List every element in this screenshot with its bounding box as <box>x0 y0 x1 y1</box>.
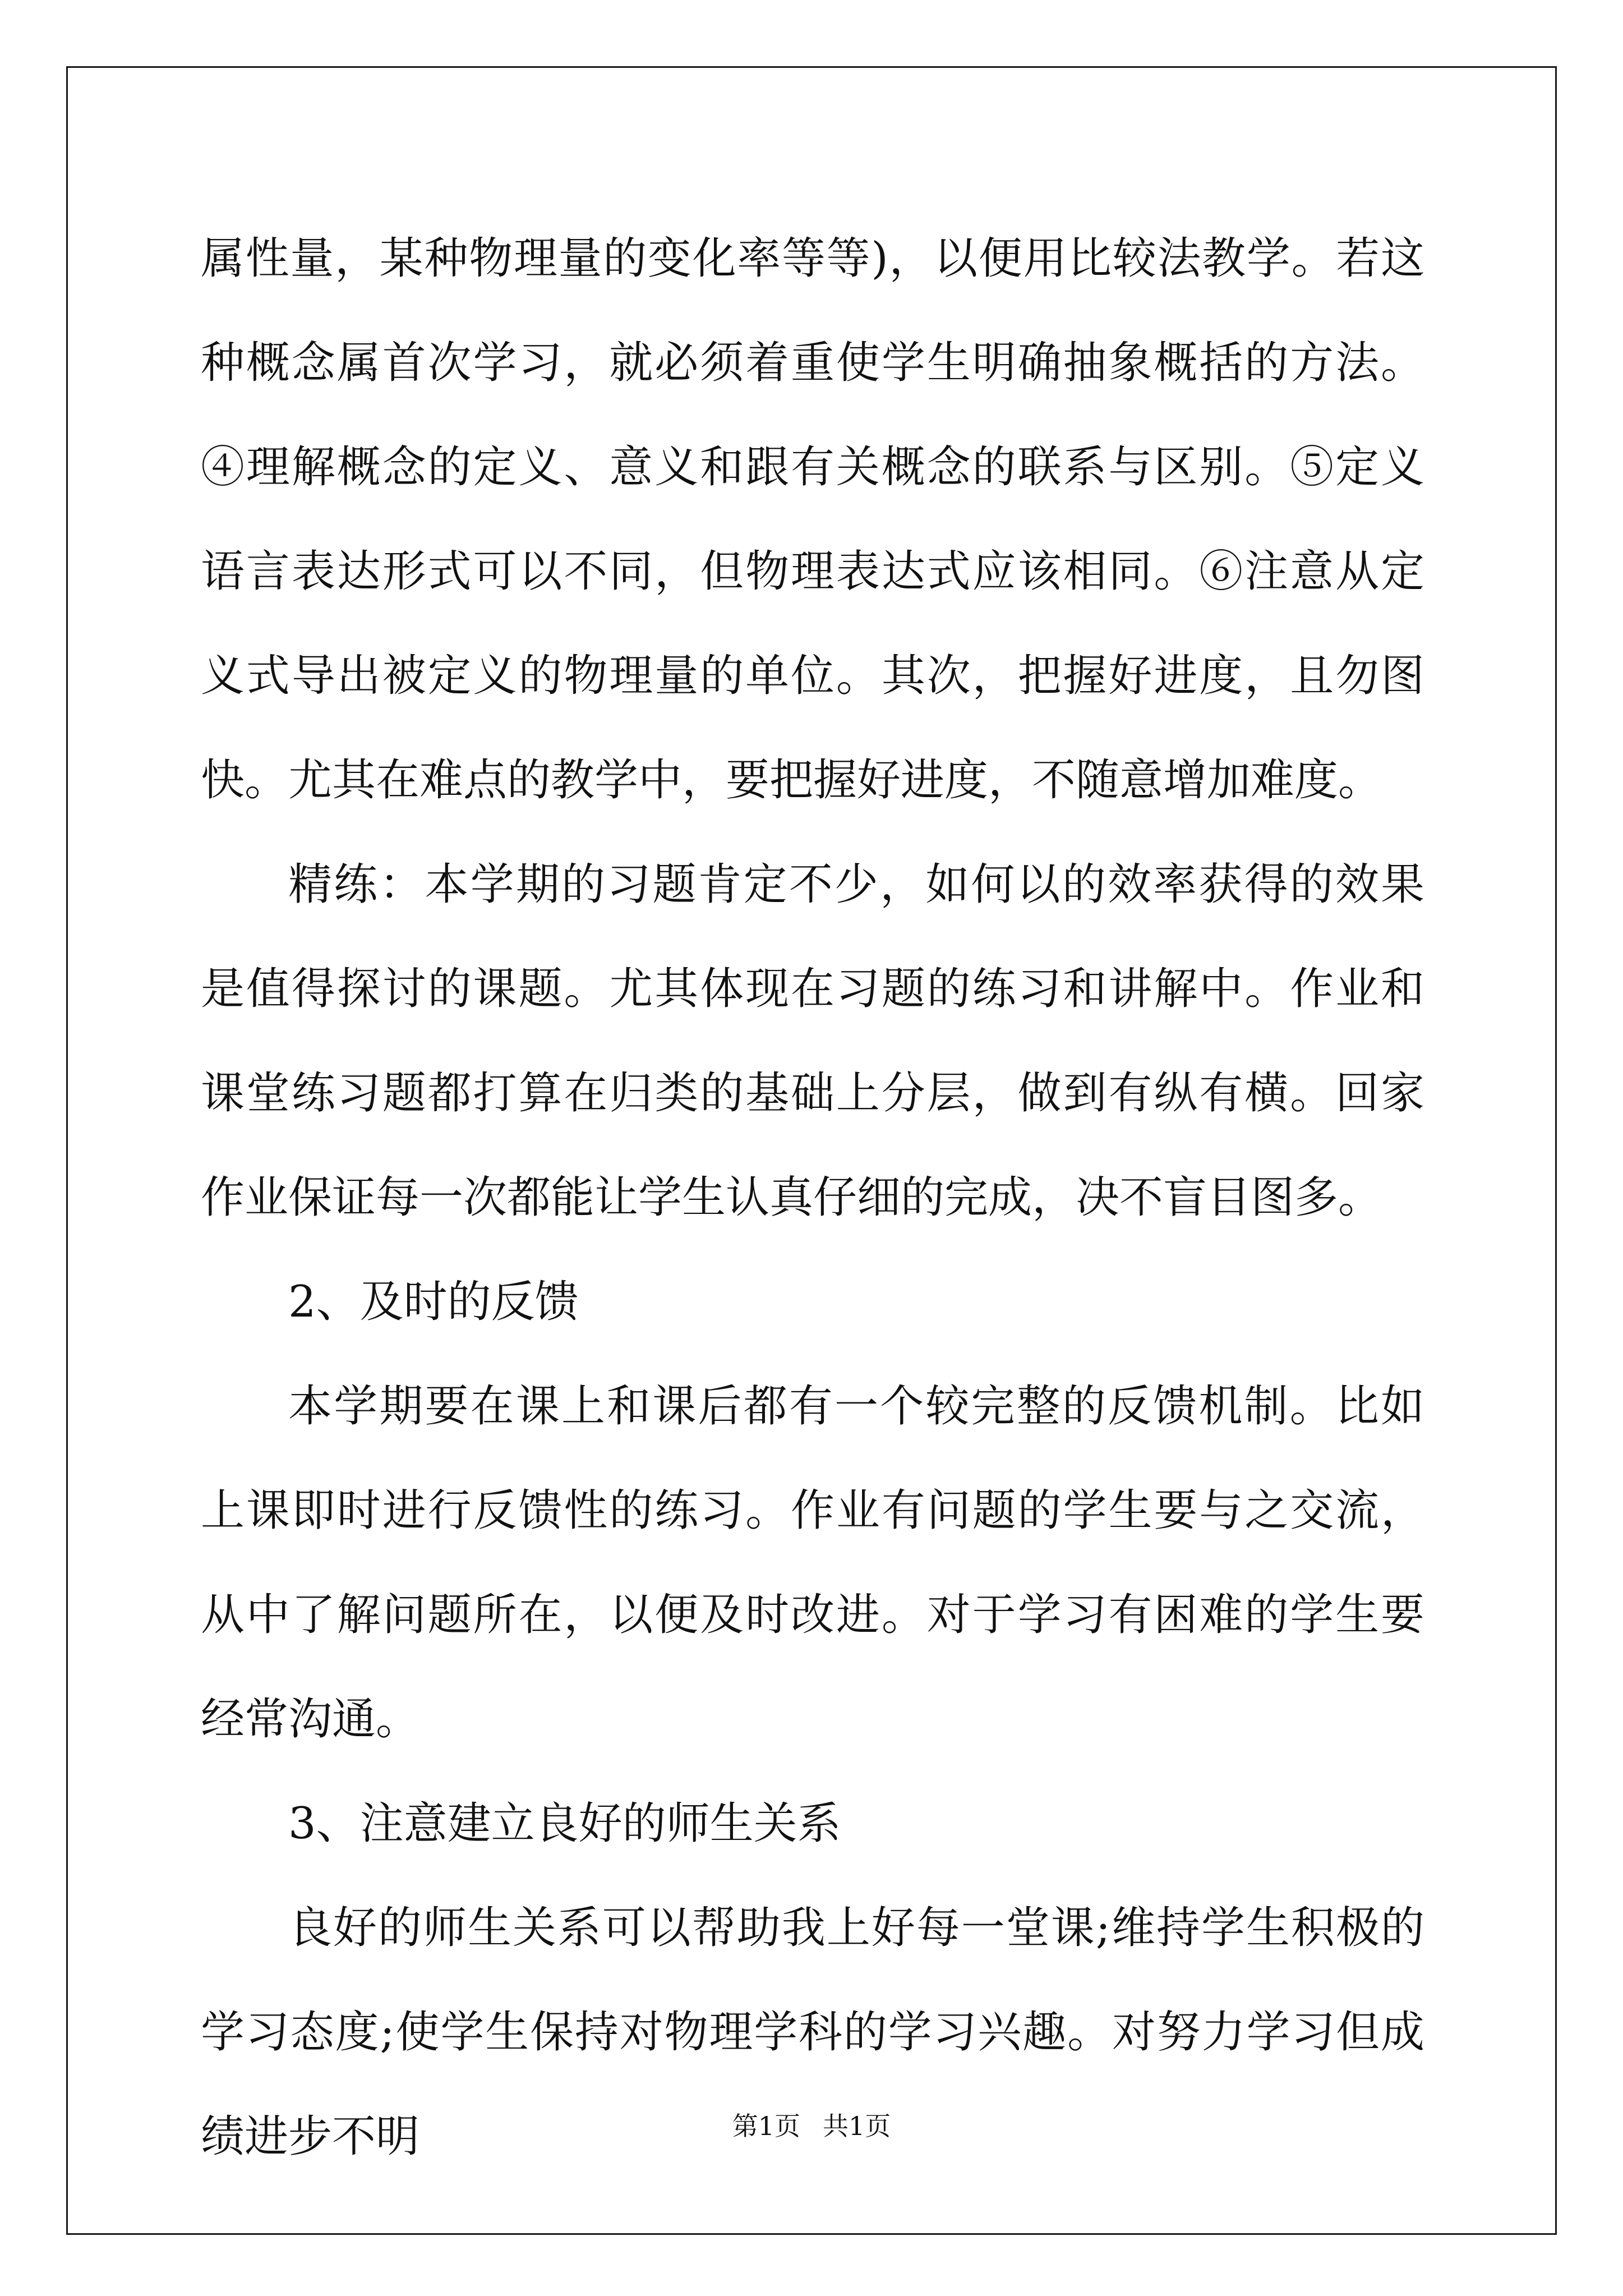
body-paragraph: 属性量，某种物理量的变化率等等)，以便用比较法教学。若这种概念属首次学习，就必须着重使学生明确抽象概括的方法。④理解概念的定义、意义和跟有关概念的联系与区别。⑤定义语言表达形式可以不同，但物理表达式应该相同。⑥注意从定义式导出被定义的物理量的单位。其次，把握好进度，且勿图快。尤其在难点的教学中，要把握好进度，不随意增加难度。 <box>201 233 1424 806</box>
page-total: 共1页 <box>823 2111 891 2141</box>
document-body <box>201 206 1424 2189</box>
page-footer <box>0 2109 1623 2143</box>
body-paragraph: 良好的师生关系可以帮助我上好每一堂课;维持学生积极的学习态度;使学生保持对物理学科的学习兴趣。对努力学习但成绩进步不明 <box>201 1903 1424 2162</box>
body-paragraph: 本学期要在课上和课后都有一个较完整的反馈机制。比如上课即时进行反馈性的练习。作业有问题的学生要与之交流，从中了解问题所在，以便及时改进。对于学习有困难的学生要经常沟通。 <box>201 1381 1424 1745</box>
section-heading: 2、及时的反馈 <box>288 1277 579 1327</box>
page-number: 第1页 <box>732 2111 800 2141</box>
body-paragraph: 精练：本学期的习题肯定不少，如何以的效率获得的效果是值得探讨的课题。尤其体现在习题的练习和讲解中。作业和课堂练习题都打算在归类的基础上分层，做到有纵有横。回家作业保证每一次都能让学生认真仔细的完成，决不盲目图多。 <box>201 859 1424 1223</box>
section-heading: 3、注意建立良好的师生关系 <box>288 1798 841 1849</box>
